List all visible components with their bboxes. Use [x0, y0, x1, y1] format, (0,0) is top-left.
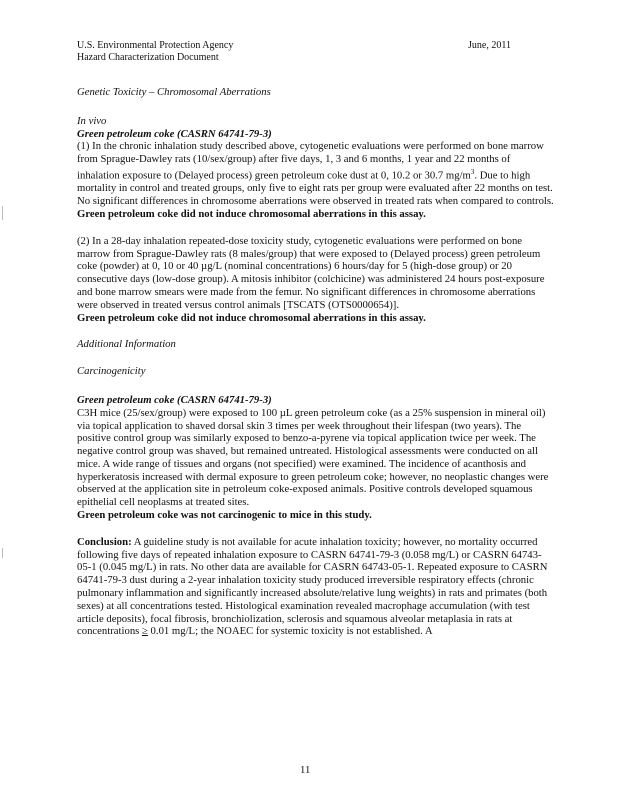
carcinogenicity-label: Carcinogenicity [77, 365, 146, 378]
header-agency: U.S. Environmental Protection Agency [77, 40, 234, 51]
carcinogenicity-conclusion: Green petroleum coke was not carcinogenic to mice in this study. [77, 509, 372, 522]
section-title-additional: Additional Information [77, 338, 176, 351]
page-number: 11 [300, 764, 311, 776]
study1-text-a: (1) In the chronic inhalation study described above, cytogenetic evaluations were performed on bone marrow from Sprague-Dawley rats (10/sex/group) after five days, 1, 3 and 6 months, 1 year and 22 months of inhalation exposure to (Delayed process) green petroleum coke dust at 0, 10.2 or 30.7 mg/m [77, 140, 544, 182]
scan-edge-mark [2, 206, 3, 220]
document-body [77, 86, 555, 638]
conclusion-text-b: 0.01 mg/L; the NOAEC for systemic toxicity is not established. A [147, 625, 433, 638]
study1-paragraph [77, 140, 555, 208]
scan-edge-mark [2, 548, 3, 558]
header-date: June, 2011 [468, 40, 511, 51]
study2-conclusion: Green petroleum coke did not induce chromosomal aberrations in this assay. [77, 311, 426, 324]
conclusion-text-a: A guideline study is not available for acute inhalation toxicity; however, no mortality occurred following five days of repeated inhalation exposure to CASRN 64741-79-3 (0.058 mg/L) or CASRN 64743-05-1 (0.045 mg/L) in rats. No other data are available for CASRN 64743-05-1. Repeated exposure to CASRN 64741-79-3 dust during a 2-year inhalation toxicity study produced irreversible respiratory effects (chronic pulmonary inflammation and significantly increased absolute/relative lung weights) in rats and primates (both sexes) at all concentrations tested. Histological examination revealed macrophage accumulation (with test article deposits), focal fibrosis, bronchiolization, sclerosis and squamous alveolar metaplasia in rats at concentrations [77, 535, 548, 638]
study2-paragraph: (2) In a 28-day inhalation repeated-dose toxicity study, cytogenetic evaluations were performed on bone marrow from Sprague-Dawley rats (8 males/group) that were exposed to (Delayed process) green petroleum coke (powder) at 0, 10 or 40 µg/L (nominal concentrations) 6 hours/day for 5 (high-dose group) or 20 consecutive days (low-dose group). A mitosis inhibitor (colchicine) was administered 24 hours post-exposure and bone marrow smears were made from the femur. No significant differences in chromosome aberrations were observed in treated versus control animals [TSCATS (OTS0000654)]. [77, 234, 545, 311]
study1-superscript: 3 [470, 167, 475, 176]
section-title-genetic-toxicity: Genetic Toxicity – Chromosomal Aberrations [77, 86, 271, 98]
carcinogenicity-paragraph: C3H mice (25/sex/group) were exposed to 100 µL green petroleum coke (as a 25% suspension in mineral oil) via topical application to shaved dorsal skin 3 times per week throughout their lifespan (two years). The positive control group was similarly exposed to benzo-a-pyrene via topical application twice per week. The negative control group was shaved, but remained untreated. Histological assessments were conducted on all mice. A wide range of tissues and organs (not specified) were examined. The incidence of acanthosis and hyperkeratosis increased with dermal exposure to green petroleum coke; however, no neoplastic changes were observed at the application site in petroleum coke-exposed animals. Positive controls developed squamous epithelial cell neoplasms at treated sites. [77, 406, 549, 509]
conclusion-label: Conclusion: [77, 535, 132, 548]
page-header [77, 40, 233, 64]
substance-heading-carcinogenicity: Green petroleum coke (CASRN 64741-79-3) [77, 393, 272, 406]
substance-heading-genetic: Green petroleum coke (CASRN 64741-79-3) [77, 127, 272, 140]
study1-text-b: . Due to high mortality in control and treated groups, only five to eight rats per group were evaluated after 22 months on test. No significant differences in chromosome aberrations were observed in treated rats when compared to controls. [77, 169, 554, 208]
in-vivo-label: In vivo [77, 114, 107, 127]
conclusion-paragraph [77, 536, 555, 638]
conclusion-ge-symbol: ≥ [142, 625, 148, 638]
header-doc-type: Hazard Characterization Document [77, 52, 219, 63]
study1-conclusion: Green petroleum coke did not induce chromosomal aberrations in this assay. [77, 207, 426, 220]
